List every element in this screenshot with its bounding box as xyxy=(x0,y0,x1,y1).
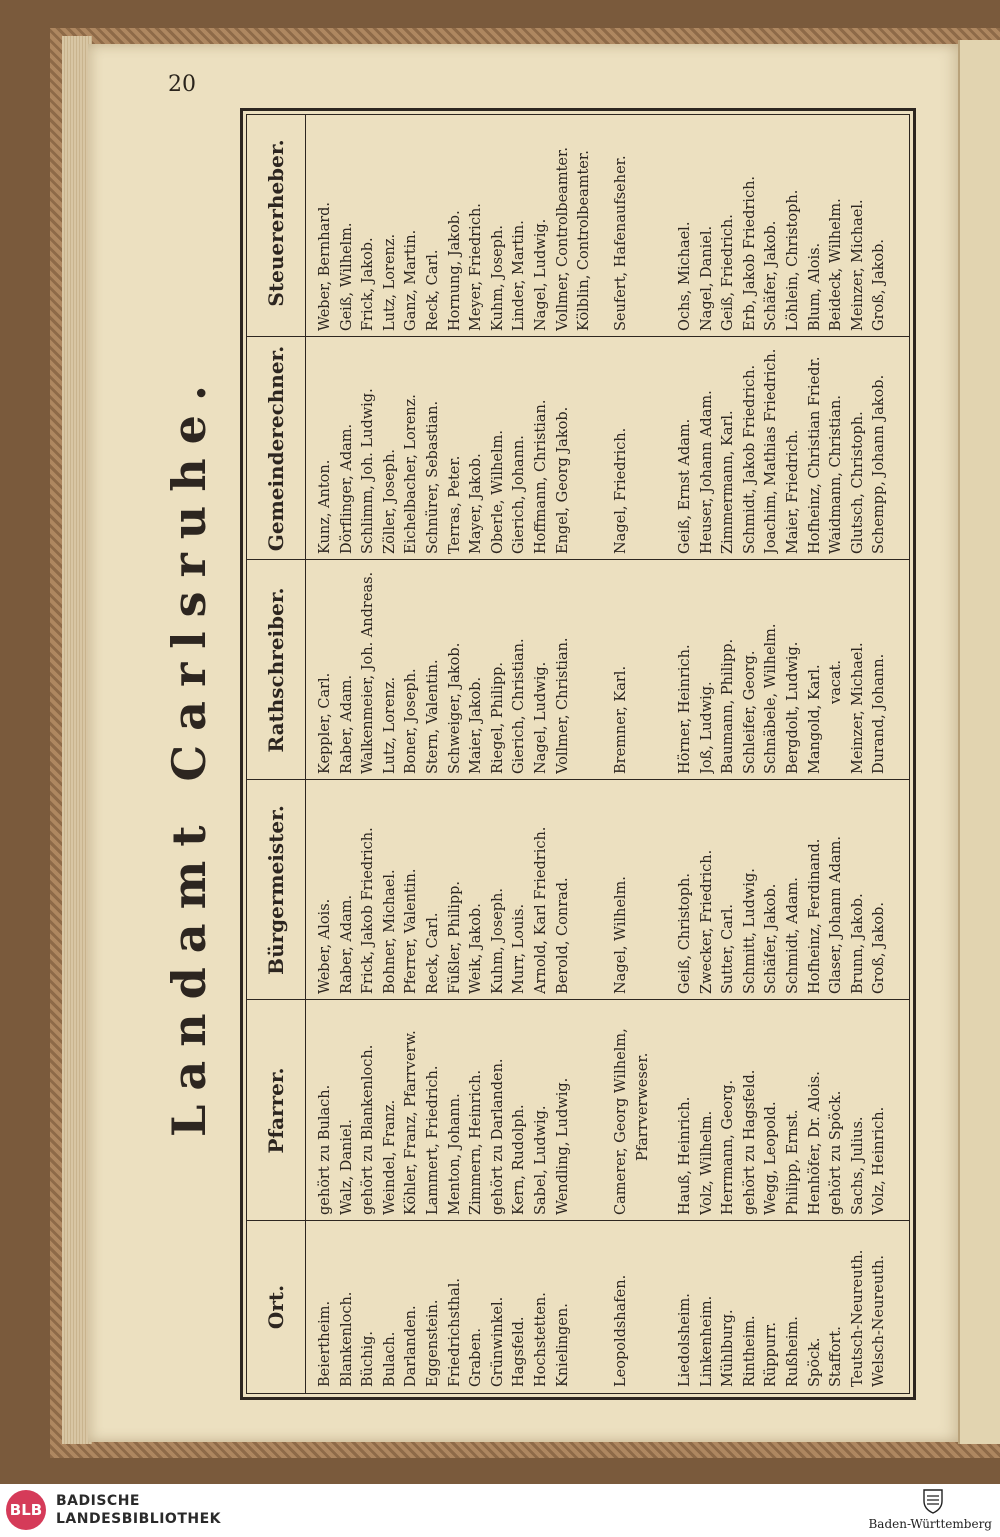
pfarrer-cell: Zimmern, Heinrich. xyxy=(468,1069,485,1215)
group3-pfarrer-column xyxy=(675,1002,891,1215)
header-ort: Ort. xyxy=(264,1284,288,1330)
buergermeister-cell: Arnold, Karl Friedrich. xyxy=(532,826,549,994)
steuererheber-cell: Reck, Carl. xyxy=(424,249,441,331)
pfarrer-cell: Walz, Daniel. xyxy=(338,1119,355,1215)
group2-ort-column xyxy=(611,1223,633,1387)
gemeinderechner-cell: Nagel, Friedrich. xyxy=(613,427,629,554)
steuererheber-cell: Linder, Martin. xyxy=(511,220,528,331)
gemeinderechner-cell: Terras, Peter. xyxy=(446,455,463,554)
rathschreiber-cell: Bergdolt, Ludwig. xyxy=(784,641,801,774)
ort-cell: Welsch-Neureuth. xyxy=(871,1255,888,1387)
pfarrer-cell: gehört zu Darlanden. xyxy=(489,1058,506,1215)
page-number: 20 xyxy=(168,72,196,97)
steuererheber-cell: Meinzer, Michael. xyxy=(849,199,866,331)
gemeinderechner-cell: Gierich, Johann. xyxy=(511,435,528,554)
gemeinderechner-cell: Zimmermann, Karl. xyxy=(720,410,737,554)
steuererheber-cell: Frick, Jakob. xyxy=(360,237,377,331)
rathschreiber-cell: Mangold, Karl. xyxy=(806,664,823,774)
group1-gemeinderechner-column xyxy=(315,339,574,554)
rathschreiber-cell: Schnäbele, Wilhelm. xyxy=(763,623,780,774)
pfarrer-cell: Wegg, Leopold. xyxy=(763,1101,780,1215)
gemeinderechner-cell: Engel, Georg Jakob. xyxy=(554,406,571,554)
rathschreiber-cell: Walkenmeier, Joh. Andreas. xyxy=(360,571,377,774)
buergermeister-cell: Nagel, Wilhelm. xyxy=(613,876,629,994)
ort-cell: Spöck. xyxy=(806,1337,823,1387)
pfarrer-cell: Philipp, Ernst. xyxy=(784,1109,801,1215)
gemeinderechner-cell: Kunz, Anton. xyxy=(317,459,333,554)
gemeinderechner-cell: Dörflinger, Adam. xyxy=(338,423,355,554)
rathschreiber-cell: Joß, Ludwig. xyxy=(698,681,715,774)
gemeinderechner-cell: Geiß, Ernst Adam. xyxy=(677,418,693,554)
group3-gemeinderechner-column xyxy=(675,339,891,554)
steuererheber-cell: Geiß, Friedrich. xyxy=(720,214,737,331)
rathschreiber-cell: Vollmer, Christian. xyxy=(554,637,571,774)
pfarrer-cell: Kern, Rudolph. xyxy=(511,1104,528,1215)
rathschreiber-cell: Schweiger, Jakob. xyxy=(446,642,463,774)
buergermeister-cell: Frick, Jakob Friedrich. xyxy=(360,827,377,994)
gemeinderechner-cell: Waidmann, Christian. xyxy=(828,395,845,554)
group2-buergermeister-column xyxy=(611,782,633,994)
facing-page-edge xyxy=(958,40,1000,1444)
buergermeister-cell: Schäfer, Jakob. xyxy=(763,883,780,994)
steuererheber-cell: Meyer, Friedrich. xyxy=(468,203,485,331)
steuererheber-cell: Seufert, Hafenaufseher. xyxy=(613,155,629,331)
rathschreiber-cell: Stern, Valentin. xyxy=(424,659,441,774)
rathschreiber-cell: Durand, Johann. xyxy=(871,653,888,774)
gemeinderechner-cell: Glutsch, Christoph. xyxy=(849,411,866,554)
group3-rathschreiber-column xyxy=(675,562,891,774)
pfarrer-cell: gehört zu Spöck. xyxy=(828,1090,845,1215)
buergermeister-cell: Weber, Alois. xyxy=(317,898,333,994)
steuererheber-cell: Vollmer, Controlbeamter. xyxy=(554,147,571,331)
pfarrer-cell: Herrmann, Georg. xyxy=(720,1079,737,1215)
group2-rathschreiber-column xyxy=(611,562,633,774)
buergermeister-cell: Hofheinz, Ferdinand. xyxy=(806,838,823,994)
gemeinderechner-cell: Maier, Friedrich. xyxy=(784,429,801,554)
blb-logo[interactable]: BLB xyxy=(6,1490,46,1530)
rathschreiber-cell: Maier, Jakob. xyxy=(468,676,485,774)
library-name-line2: LANDESBIBLIOTHEK xyxy=(56,1511,222,1527)
buergermeister-cell: Brunn, Jakob. xyxy=(849,893,866,994)
group1-steuererheber-column xyxy=(315,111,596,331)
steuererheber-cell: Weber, Bernhard. xyxy=(317,201,333,331)
gemeinderechner-cell: Hoffmann, Christian. xyxy=(532,399,549,554)
library-name-line1: BADISCHE xyxy=(56,1493,140,1509)
pfarrer-cell: Volz, Wilhelm. xyxy=(698,1110,715,1215)
buergermeister-cell: Kuhm, Joseph. xyxy=(489,888,506,994)
pfarrer-cell: Weindel, Franz. xyxy=(381,1099,398,1215)
group1-ort-column xyxy=(315,1223,574,1387)
ort-cell: Blankenloch. xyxy=(338,1291,355,1387)
pfarrer-cell: Sabel, Ludwig. xyxy=(532,1105,549,1215)
ort-cell: Leopoldshafen. xyxy=(613,1274,629,1387)
gemeinderechner-cell: Schlimm, Joh. Ludwig. xyxy=(360,388,377,554)
group2-pfarrer-column xyxy=(611,1002,654,1215)
pfarrer-cell: Wendling, Ludwig. xyxy=(554,1077,571,1215)
steuererheber-cell: Kölblin, Controlbeamter. xyxy=(576,150,593,331)
buergermeister-cell: Raber, Adam. xyxy=(338,894,355,994)
group3-buergermeister-column xyxy=(675,782,891,994)
steuererheber-cell: Ganz, Martin. xyxy=(403,229,420,331)
pfarrer-cell: Pfarrverweser. xyxy=(634,1052,651,1161)
group3-steuererheber-column xyxy=(675,111,891,331)
gemeinderechner-cell: Heuser, Johann Adam. xyxy=(698,390,715,554)
ort-cell: Mühlburg. xyxy=(720,1309,737,1387)
steuererheber-cell: Geiß, Wilhelm. xyxy=(338,222,355,331)
gemeinderechner-cell: Oberle, Wilhelm. xyxy=(489,430,506,554)
pfarrer-cell: Hauß, Heinrich. xyxy=(677,1096,693,1215)
steuererheber-cell: Beideck, Wilhelm. xyxy=(828,198,845,331)
gemeinderechner-cell: Mayer, Jakob. xyxy=(468,453,485,554)
group1-buergermeister-column xyxy=(315,782,574,994)
steuererheber-cell: Lutz, Lorenz. xyxy=(381,233,398,331)
group3-ort-column xyxy=(675,1223,891,1387)
viewer-footer xyxy=(0,1484,1000,1537)
group2-steuererheber-column xyxy=(611,111,633,331)
ort-cell: Rintheim. xyxy=(741,1315,758,1387)
buergermeister-cell: Schmidt, Adam. xyxy=(784,877,801,994)
column-divider xyxy=(247,559,909,560)
ort-cell: Bulach. xyxy=(381,1331,398,1387)
group2-gemeinderechner-column xyxy=(611,339,633,554)
gemeinderechner-cell: Joachim, Mathias Friedrich. xyxy=(763,348,780,554)
steuererheber-cell: Nagel, Ludwig. xyxy=(532,218,549,331)
rathschreiber-cell: Baumann, Philipp. xyxy=(720,638,737,774)
pfarrer-cell: Köhler, Franz, Pfarrverw. xyxy=(403,1030,420,1215)
header-buergermeister: Bürgermeister. xyxy=(264,805,288,975)
column-divider xyxy=(247,1220,909,1221)
column-divider xyxy=(247,779,909,780)
gemeinderechner-cell: Eichelbacher, Lorenz. xyxy=(403,394,420,554)
ort-cell: Grünwinkel. xyxy=(489,1296,506,1387)
column-divider xyxy=(247,999,909,1000)
gemeinderechner-cell: Schempp, Johann Jakob. xyxy=(871,374,888,554)
steuererheber-cell: Groß, Jakob. xyxy=(871,238,888,331)
ort-cell: Graben. xyxy=(468,1328,485,1387)
column-divider xyxy=(247,336,909,337)
buergermeister-cell: Reck, Carl. xyxy=(424,912,441,994)
header-steuererheber: Steuererheber. xyxy=(264,139,288,307)
steuererheber-cell: Nagel, Daniel. xyxy=(698,225,715,331)
buergermeister-cell: Murr, Louis. xyxy=(511,903,528,994)
ort-cell: Linkenheim. xyxy=(698,1295,715,1387)
rathschreiber-cell: Nagel, Ludwig. xyxy=(532,661,549,774)
buergermeister-cell: Groß, Jakob. xyxy=(871,901,888,994)
header-rathschreiber: Rathschreiber. xyxy=(264,587,288,753)
ort-cell: Teutsch-Neureuth. xyxy=(849,1249,866,1387)
steuererheber-cell: Ochs, Michael. xyxy=(677,221,693,331)
ort-cell: Liedolsheim. xyxy=(677,1293,693,1387)
buergermeister-cell: Zwecker, Friedrich. xyxy=(698,849,715,994)
buergermeister-cell: Schmitt, Ludwig. xyxy=(741,868,758,994)
rathschreiber-cell: Keppler, Carl. xyxy=(317,672,333,774)
ort-cell: Darlanden. xyxy=(403,1305,420,1387)
ort-cell: Beiertheim. xyxy=(317,1300,333,1387)
header-gemeinderechner: Gemeinderechner. xyxy=(264,345,288,552)
pfarrer-cell: Volz, Heinrich. xyxy=(871,1106,888,1215)
rathschreiber-cell: Raber, Adam. xyxy=(338,674,355,774)
officials-table xyxy=(240,108,916,1400)
steuererheber-cell: Kuhm, Joseph. xyxy=(489,225,506,331)
ort-cell: Staffort. xyxy=(828,1326,845,1387)
ort-cell: Rüppurr. xyxy=(763,1321,780,1387)
ort-cell: Hochstetten. xyxy=(532,1292,549,1387)
rathschreiber-cell: Meinzer, Michael. xyxy=(849,642,866,774)
buergermeister-cell: Geiß, Christoph. xyxy=(677,873,693,994)
buergermeister-cell: Pferrer, Valentin. xyxy=(403,868,420,994)
ort-cell: Büchig. xyxy=(360,1331,377,1387)
pfarrer-cell: Henhöfer, Dr. Alois. xyxy=(806,1071,823,1215)
rathschreiber-cell: Hörner, Heinrich. xyxy=(677,644,693,774)
buergermeister-cell: Weik, Jakob. xyxy=(468,903,485,994)
steuererheber-cell: Erb, Jakob Friedrich. xyxy=(741,175,758,331)
gemeinderechner-cell: Hofheinz, Christian Friedr. xyxy=(806,356,823,554)
header-divider xyxy=(305,115,306,1393)
header-pfarrer: Pfarrer. xyxy=(264,1067,288,1154)
rathschreiber-cell: Bremner, Karl. xyxy=(613,665,629,774)
group1-rathschreiber-column xyxy=(315,562,574,774)
ort-cell: Knielingen. xyxy=(554,1303,571,1387)
gemeinderechner-cell: Zöller, Joseph. xyxy=(381,448,398,554)
pfarrer-cell: Sachs, Julius. xyxy=(849,1116,866,1215)
state-name: Baden-Württemberg xyxy=(868,1517,992,1531)
ort-cell: Eggenstein. xyxy=(424,1299,441,1387)
pfarrer-cell: Camerer, Georg Wilhelm, xyxy=(613,1028,629,1215)
rathschreiber-cell: Gierich, Christian. xyxy=(511,638,528,774)
rathschreiber-cell: Boner, Joseph. xyxy=(403,668,420,774)
buergermeister-cell: Sutter, Carl. xyxy=(720,904,737,994)
pfarrer-cell: gehört zu Bulach. xyxy=(317,1084,333,1215)
rathschreiber-cell: Lutz, Lorenz. xyxy=(381,676,398,774)
pfarrer-cell: Lammert, Friedrich. xyxy=(424,1065,441,1215)
steuererheber-cell: Hornung, Jakob. xyxy=(446,210,463,331)
steuererheber-cell: Löhlein, Christoph. xyxy=(784,189,801,331)
buergermeister-cell: Füßler, Philipp. xyxy=(446,880,463,994)
steuererheber-cell: Schäfer, Jakob. xyxy=(763,220,780,331)
buergermeister-cell: Bohner, Michael. xyxy=(381,869,398,994)
buergermeister-cell: Glaser, Johann Adam. xyxy=(828,835,845,994)
table-inner-frame xyxy=(246,114,910,1394)
gemeinderechner-cell: Schmidt, Jakob Friedrich. xyxy=(741,364,758,554)
steuererheber-cell: Blum, Alois. xyxy=(806,242,823,331)
group1-pfarrer-column xyxy=(315,1002,574,1215)
ort-cell: Hagsfeld. xyxy=(511,1316,528,1387)
rathschreiber-cell: Riegel, Philipp. xyxy=(489,661,506,774)
buergermeister-cell: Berold, Conrad. xyxy=(554,877,571,994)
ort-cell: Friedrichsthal. xyxy=(446,1277,463,1387)
pfarrer-cell: gehört zu Hagsfeld. xyxy=(741,1069,758,1215)
coat-of-arms-icon xyxy=(922,1488,944,1514)
library-name[interactable] xyxy=(56,1492,221,1528)
pfarrer-cell: Menton, Johann. xyxy=(446,1093,463,1215)
rotated-page-content xyxy=(150,108,920,1400)
page-heading: Landamt Carlsruhe. xyxy=(162,371,216,1137)
pfarrer-cell: gehört zu Blankenloch. xyxy=(360,1044,377,1215)
rathschreiber-cell: vacat. xyxy=(828,659,845,704)
gemeinderechner-cell: Schnürer, Sebastian. xyxy=(424,400,441,554)
ort-cell: Rußheim. xyxy=(784,1316,801,1387)
rathschreiber-cell: Schleifer, Georg. xyxy=(741,650,758,774)
